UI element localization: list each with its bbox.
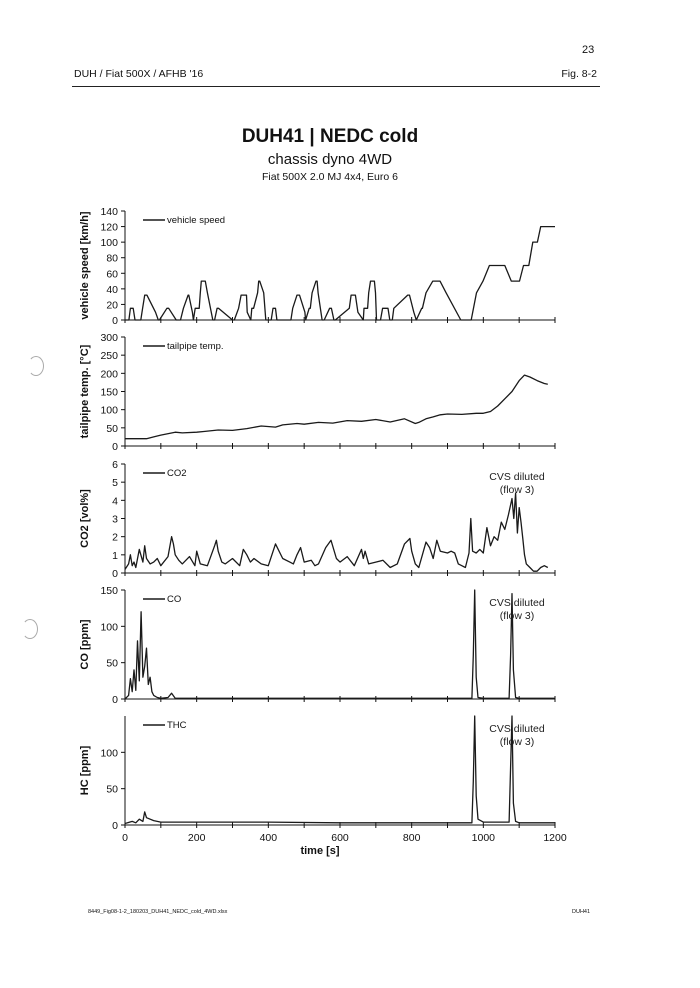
y-tick-label: 3	[112, 513, 118, 526]
figure-subtitle: chassis dyno 4WD	[267, 151, 393, 168]
y-tick-label: 0	[112, 694, 118, 706]
legend-label: vehicle speed	[167, 215, 226, 226]
y-axis-title: CO2 [vol%]	[79, 489, 91, 548]
y-tick-label: 250	[100, 350, 118, 363]
y-tick-label: 60	[106, 268, 118, 281]
y-tick-label: 50	[106, 783, 118, 796]
y-tick-label: 5	[112, 477, 118, 490]
y-axis-title: tailpipe temp. [°C]	[79, 344, 91, 439]
y-tick-label: 50	[106, 657, 118, 670]
y-tick-label: 0	[112, 315, 118, 327]
footer-report-id: DUH41	[572, 909, 591, 915]
annotation-label: CVS diluted	[489, 471, 545, 483]
page-number: 23	[582, 44, 595, 56]
annotation-label: CVS diluted	[489, 597, 545, 609]
x-tick-label: 1000	[471, 832, 496, 844]
y-tick-label: 80	[106, 252, 118, 265]
legend-label: CO	[167, 594, 182, 605]
x-tick-label: 800	[402, 832, 421, 844]
y-tick-label: 2	[112, 531, 118, 544]
y-tick-label: 100	[100, 237, 118, 250]
legend-label: CO2	[167, 468, 187, 479]
y-tick-label: 300	[100, 332, 118, 344]
y-tick-label: 150	[100, 386, 118, 399]
source-file-label: 8449_Fig08-1-2_180203_DUH41_NEDC_cold_4WD.xlsx	[88, 909, 228, 915]
x-tick-label: 1200	[543, 832, 567, 844]
annotation-label: (flow 3)	[499, 736, 535, 748]
x-axis-title: time [s]	[300, 845, 340, 857]
y-tick-label: 200	[100, 368, 118, 381]
y-tick-label: 150	[100, 585, 118, 597]
y-tick-label: 1	[112, 549, 118, 562]
figure-vehicle: Fiat 500X 2.0 MJ 4x4, Euro 6	[262, 171, 398, 183]
y-tick-label: 0	[112, 441, 118, 453]
figure-title: DUH41 | NEDC cold	[241, 126, 419, 147]
y-tick-label: 0	[112, 820, 118, 832]
legend-label: tailpipe temp.	[167, 341, 224, 352]
series-line	[125, 227, 555, 320]
y-tick-label: 100	[100, 404, 118, 417]
figure-number: Fig. 8-2	[561, 68, 597, 80]
y-tick-label: 20	[106, 299, 118, 312]
series-line	[125, 493, 548, 571]
y-tick-label: 40	[106, 283, 118, 296]
y-tick-label: 100	[100, 621, 118, 634]
y-tick-label: 0	[112, 568, 118, 580]
x-tick-label: 400	[259, 832, 278, 844]
y-tick-label: 4	[112, 495, 118, 508]
y-axis-title: vehicle speed [km/h]	[79, 211, 91, 320]
x-tick-label: 200	[187, 832, 206, 844]
x-tick-label: 600	[331, 832, 349, 844]
series-line	[125, 375, 548, 439]
y-tick-label: 6	[112, 459, 118, 471]
y-tick-label: 140	[100, 206, 118, 218]
legend-label: THC	[167, 720, 187, 731]
annotation-label: (flow 3)	[499, 484, 535, 496]
y-axis-title: HC [ppm]	[79, 745, 91, 796]
annotation-label: (flow 3)	[499, 610, 535, 622]
y-axis-title: CO [ppm]	[79, 619, 91, 670]
x-tick-label: 0	[122, 832, 128, 844]
annotation-label: CVS diluted	[489, 723, 545, 735]
y-tick-label: 100	[100, 747, 118, 760]
y-tick-label: 120	[100, 221, 118, 234]
y-tick-label: 50	[106, 422, 118, 435]
document-header: DUH / Fiat 500X / AFHB '16	[74, 68, 204, 80]
